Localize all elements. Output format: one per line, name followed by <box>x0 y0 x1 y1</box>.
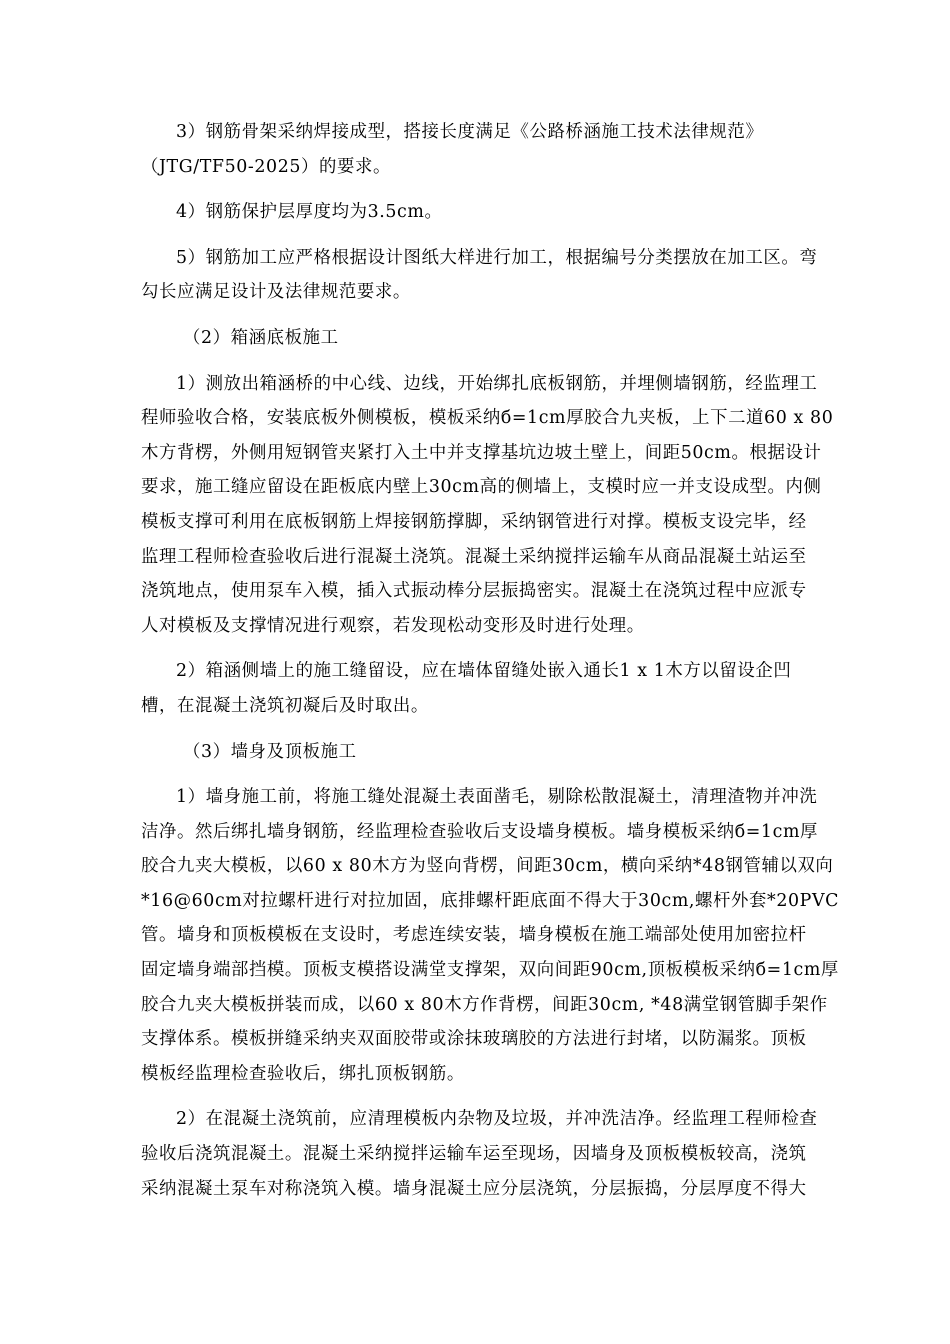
text-line: 槽，在混凝土浇筑初凝后及时取出。 <box>141 695 429 716</box>
text-line: 胶合九夹大模板，以60 x 80木方为竖向背楞，间距30cm，横向采纳*48钢管辅以双向 <box>141 856 834 877</box>
text-line: 程师验收合格，安装底板外侧模板，模板采纳б=1cm厚胶合九夹板，上下二道60 x 80 <box>141 408 834 429</box>
text-line: 2）在混凝土浇筑前，应清理模板内杂物及垃圾，并冲洗洁净。经监理工程师检查 <box>176 1109 818 1130</box>
text-line: 固定墙身端部挡模。顶板支模搭设满堂支撑架，双向间距90cm,顶板模板采纳б=1cm厚 <box>141 960 839 981</box>
paragraph-bottom-slab-1 <box>141 367 834 644</box>
text-line: 人对模板及支撑情况进行观察，若发现松动变形及时进行处理。 <box>141 615 645 636</box>
text-line: 管。墙身和顶板模板在支设时，考虑连续安装，墙身模板在施工端部处使用加密拉杆 <box>141 925 807 946</box>
text-line: 浇筑地点，使用泵车入模，插入式振动棒分层振捣密实。混凝土在浇筑过程中应派专 <box>141 581 807 602</box>
text-line: 1）墙身施工前，将施工缝处混凝土表面凿毛，剔除松散混凝土，清理渣物并冲洗 <box>176 787 818 808</box>
section-heading-bottom-slab <box>141 321 829 356</box>
paragraph-wall-roof-1 <box>141 780 840 1091</box>
text-line: （3）墙身及顶板施工 <box>183 741 357 762</box>
paragraph-rebar-processing <box>141 241 829 310</box>
paragraph-rebar-cover <box>141 195 829 230</box>
text-line: 洁净。然后绑扎墙身钢筋，经监理检查验收后支设墙身模板。墙身模板采纳б=1cm厚 <box>141 821 819 842</box>
section-heading-wall-roof <box>141 735 829 770</box>
text-line: 验收后浇筑混凝土。混凝土采纳搅拌运输车运至现场，因墙身及顶板模板较高，浇筑 <box>141 1144 807 1165</box>
text-line: 2）箱涵侧墙上的施工缝留设，应在墙体留缝处嵌入通长1 x 1木方以留设企凹 <box>176 661 792 682</box>
text-line: 模板经监理检查验收后，绑扎顶板钢筋。 <box>141 1063 465 1084</box>
paragraph-bottom-slab-2 <box>141 654 829 723</box>
text-line: 1）测放出箱涵桥的中心线、边线，开始绑扎底板钢筋，并埋侧墙钢筋，经监理工 <box>176 373 818 394</box>
text-line: （2）箱涵底板施工 <box>183 327 339 348</box>
paragraph-wall-roof-2 <box>141 1102 829 1206</box>
text-line: 3）钢筋骨架采纳焊接成型，搭接长度满足《公路桥涵施工技术法律规范》 <box>176 122 764 142</box>
text-line: *16@60cm对拉螺杆进行对拉加固，底排螺杆距底面不得大于30cm,螺杆外套*20PVC <box>141 890 840 911</box>
text-line: 勾长应满足设计及法律规范要求。 <box>141 282 411 303</box>
text-line: 木方背楞，外侧用短钢管夹紧打入土中并支撑基坑边坡土壁上，间距50cm。根据设计 <box>141 442 822 463</box>
text-line: 监理工程师检查验收后进行混凝土浇筑。混凝土采纳搅拌运输车从商品混凝土站运至 <box>141 546 807 567</box>
text-line: 要求，施工缝应留设在距板底内壁上30cm高的侧墙上，支模时应一并支设成型。内侧 <box>141 477 822 498</box>
text-line: 支撑体系。模板拼缝采纳夹双面胶带或涂抹玻璃胶的方法进行封堵，以防漏浆。顶板 <box>141 1029 807 1050</box>
text-line: 5）钢筋加工应严格根据设计图纸大样进行加工，根据编号分类摆放在加工区。弯 <box>176 247 818 268</box>
document-body <box>141 115 840 1217</box>
paragraph-rebar-welding <box>141 115 829 184</box>
text-line: 模板支撑可利用在底板钢筋上焊接钢筋撑脚，采纳钢管进行对撑。模板支设完毕，经 <box>141 511 807 532</box>
text-line: （JTG/TF50-2025）的要求。 <box>141 156 391 177</box>
text-line: 4）钢筋保护层厚度均为3.5cm。 <box>176 202 443 223</box>
text-line: 胶合九夹大模板拼装而成，以60 x 80木方作背楞，间距30cm, *48满堂钢管脚手架作 <box>141 994 828 1015</box>
text-line: 采纳混凝土泵车对称浇筑入模。墙身混凝土应分层浇筑，分层振捣，分层厚度不得大 <box>141 1178 807 1199</box>
